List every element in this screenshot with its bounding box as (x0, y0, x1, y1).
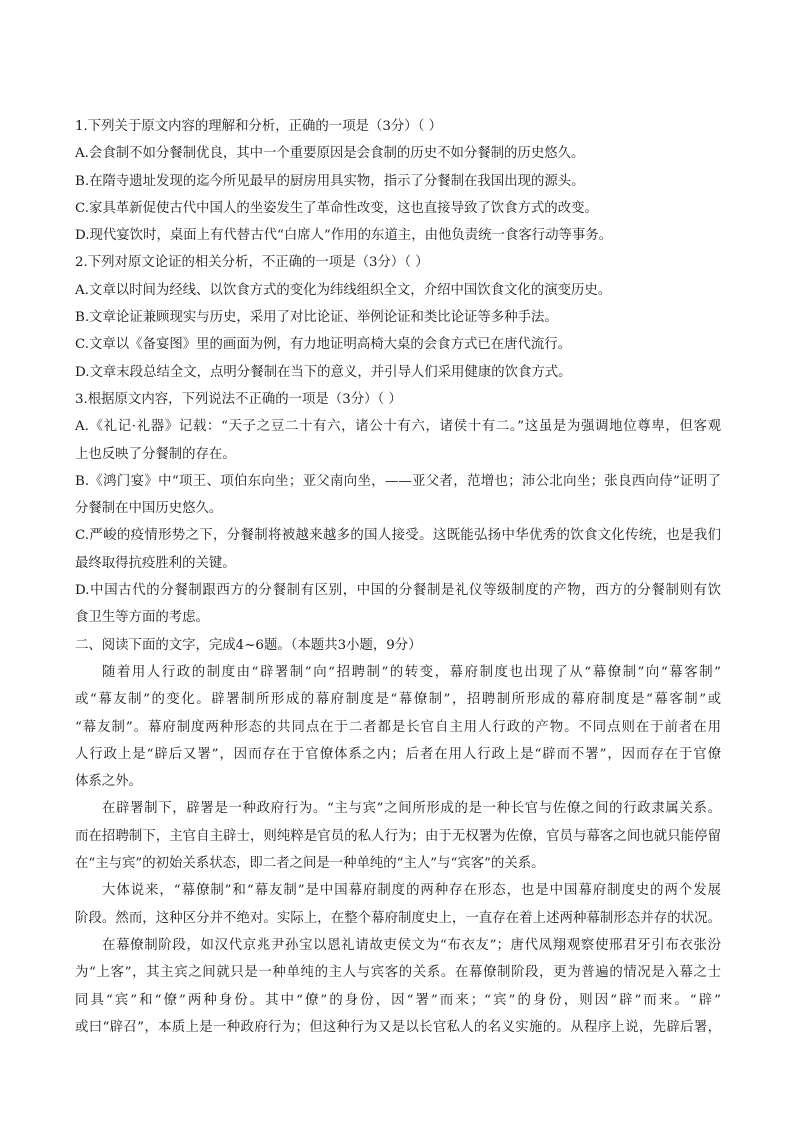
document-body (75, 113, 721, 1041)
option-a: A.会食制不如分餐制优良，其中一个重要原因是会食制的历史不如分餐制的历史悠久。 (75, 146, 585, 162)
option-a-line-2: 上也反映了分餐制的存在。 (75, 446, 236, 462)
option-c-line-1: C.严峻的疫情形势之下，分餐制将被越来越多的国人接受。这既能弘扬中华优秀的饮食文化传统，也是我们 (75, 528, 721, 544)
paragraph-1 (75, 659, 721, 795)
question-stem: 1.下列关于原文内容的理解和分析，正确的一项是（3分）（ ） (75, 119, 443, 134)
paragraph-line: 或“幕友制”的变化。辟署制所形成的幕府制度是“幕僚制”，招聘制所形成的幕府制度是“幕客制”或 (75, 692, 721, 708)
question-3 (75, 386, 721, 632)
question-2 (75, 249, 721, 385)
paragraph-line: 在“主与宾”的初始关系状态，即二者之间是一种单纯的“主人”与“宾客”的关系。 (75, 856, 545, 872)
paragraph-line: 在幕僚制阶段，如汉代京兆尹孙宝以恩礼请故吏侯文为“布衣友”；唐代凤翔观察使邢君牙引布衣张汾 (102, 937, 721, 953)
option-b-line-2: 分餐制在中国历史悠久。 (75, 501, 223, 517)
paragraph-line: 随着用人行政的制度由“辟署制”向“招聘制”的转变，幕府制度也出现了从“幕僚制”向“幕客制” (102, 664, 721, 680)
question-stem: 3.根据原文内容，下列说法不正确的一项是（3分）（ ） (75, 391, 402, 407)
paragraph-line: 同具“宾”和“僚”两种身份。其中“僚”的身份，因“署”而来；“宾”的身份，则因“辟”而来。“辟” (75, 992, 721, 1008)
option-c-line-2: 最终取得抗疫胜利的关键。 (75, 555, 236, 571)
paragraph-line: 大体说来，“幕僚制”和“幕友制”是中国幕府制度的两种存在形态，也是中国幕府制度史的两个发展 (102, 883, 721, 899)
paragraph-line: 在辟署制下，辟署是一种政府行为。“主与宾”之间所形成的是一种长官与佐僚之间的行政隶属关系。 (102, 801, 721, 817)
paragraph-3 (75, 877, 721, 932)
option-a: A.文章以时间为经线、以饮食方式的变化为纬线组织全文，介绍中国饮食文化的演变历史。 (75, 282, 612, 298)
question-1 (75, 113, 721, 249)
paragraph-line: 而在招聘制下，主官自主辟士，则纯粹是官员的私人行为；由于无权署为佐僚，官员与幕客之间也就只能停留 (75, 828, 721, 844)
paragraph-4 (75, 932, 721, 1041)
question-stem: 2.下列对原文论证的相关分析，不正确的一项是（3分）（ ） (75, 255, 429, 271)
paragraph-line: 体系之外。 (75, 774, 142, 790)
paragraph-line: 或曰“辟召”，本质上是一种政府行为；但这种行为又是以长官私人的名义实施的。从程序上说，先辟后署， (75, 1019, 721, 1035)
option-d: D.现代宴饮时，桌面上有代替古代“白席人”作用的东道主，由他负责统一食客行动等事务。 (75, 228, 613, 244)
paragraph-line: 阶段。然而，这种区分并不绝对。实际上，在整个幕府制度史上，一直存在着上述两种幕制形态并存的状况。 (75, 910, 721, 926)
option-d: D.文章末段总结全文，点明分餐制在当下的意义，并引导人们采用健康的饮食方式。 (75, 364, 572, 380)
option-d-line-1: D.中国古代的分餐制跟西方的分餐制有区别，中国的分餐制是礼仪等级制度的产物，西方的分餐制则有饮 (75, 583, 721, 599)
paragraph-line: 为“上客”，其主宾之间就只是一种单纯的主人与宾客的关系。在幕僚制阶段，更为普遍的情况是入幕之士 (75, 965, 721, 981)
option-c: C.文章以《备宴图》里的画面为例，有力地证明高椅大桌的会食方式已在唐代流行。 (75, 337, 572, 353)
option-b: B.文章论证兼顾现实与历史，采用了对比论证、举例论证和类比论证等多种手法。 (75, 310, 558, 326)
paragraph-line: 人行政上是“辟后又署”，因而存在于官僚体系之内；后者在用人行政上是“辟而不署”，因而存在于官僚 (75, 746, 721, 762)
section-heading: 二、阅读下面的文字，完成4~6题。（本题共3小题，9分） (75, 637, 422, 653)
paragraph-line: “幕友制”。幕府制度两种形态的共同点在于二者都是长官自主用人行政的产物。不同点则在于前者在用 (75, 719, 721, 735)
option-a-line-1: A.《礼记·礼器》记载：“天子之豆二十有六，诸公十有六，诸侯十有二。”这虽是为强调地位尊卑，但客观 (75, 419, 721, 435)
paragraph-2 (75, 795, 721, 877)
option-b-line-1: B.《鸿门宴》中“项王、项伯东向坐；亚父南向坐，——亚父者，范增也；沛公北向坐；张良西向侍”证明了 (75, 473, 721, 489)
option-b: B.在隋寺遗址发现的迄今所见最早的厨房用具实物，指示了分餐制在我国出现的源头。 (75, 173, 585, 189)
option-c: C.家具革新促使古代中国人的坐姿发生了革命性改变，这也直接导致了饮食方式的改变。 (75, 200, 598, 216)
option-d-line-2: 食卫生等方面的考虑。 (75, 610, 209, 626)
